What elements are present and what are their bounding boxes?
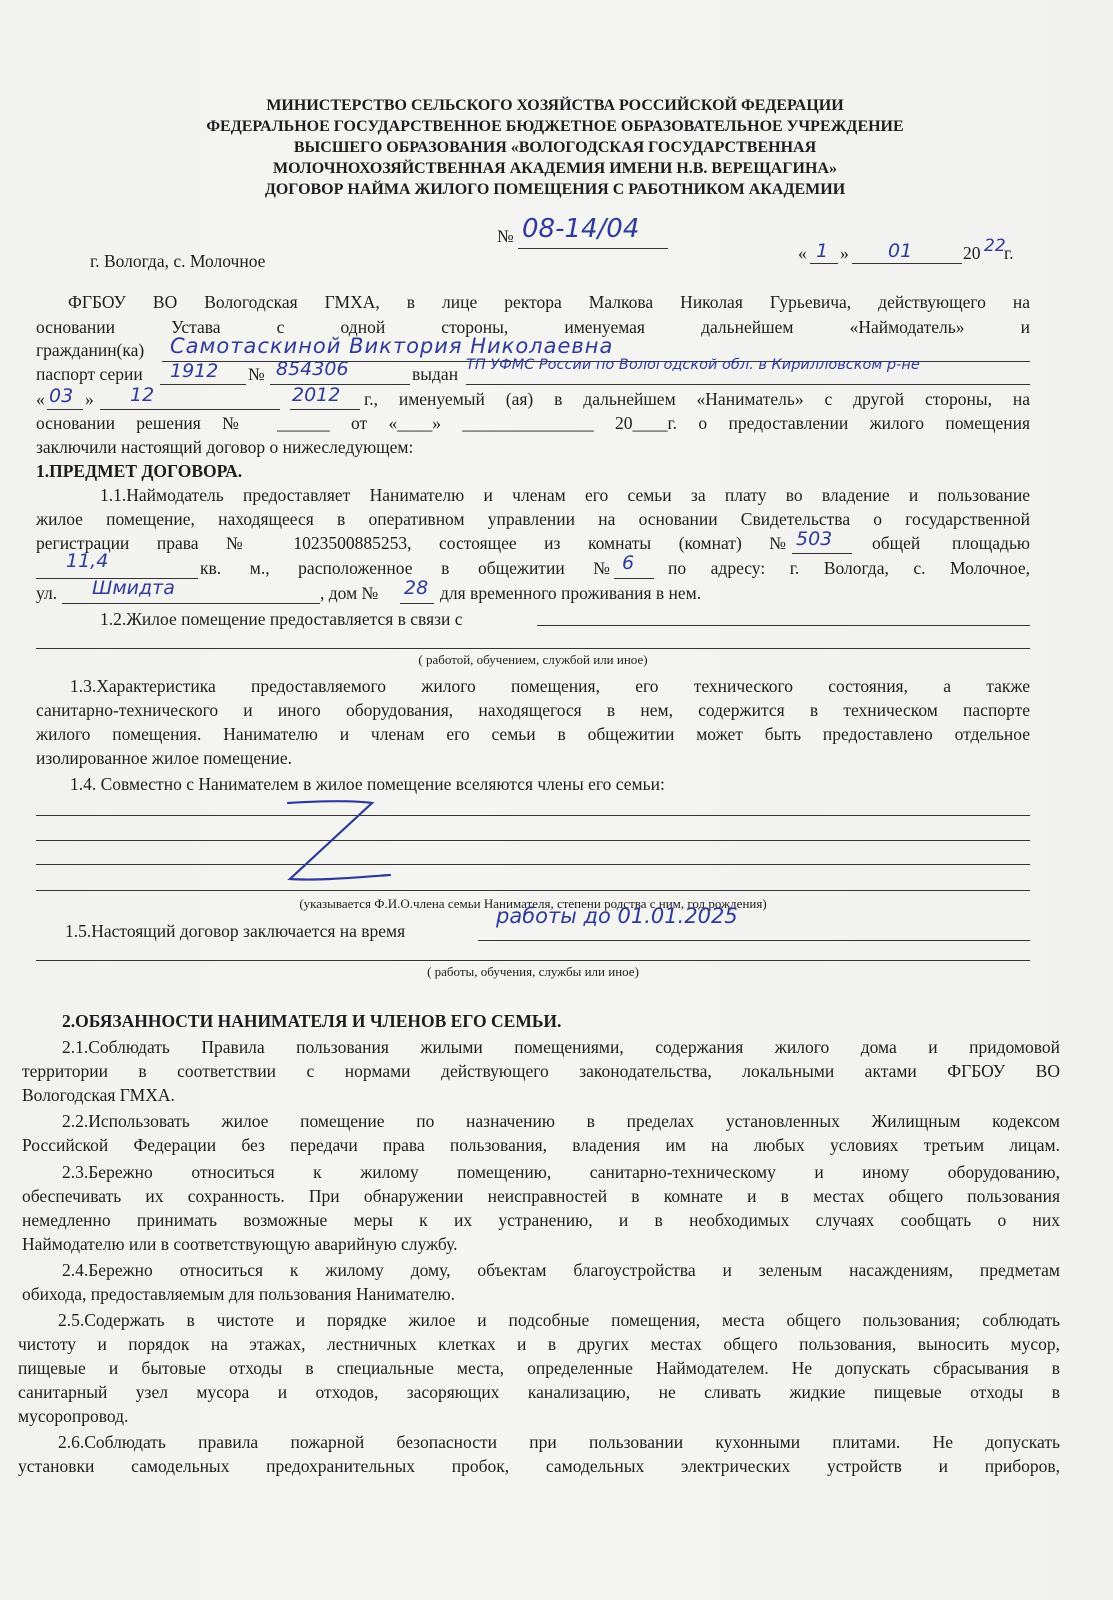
clause-1-3-line-2: санитарно-технического и иного оборудования, находящегося в нем, содержится в техническом паспорте	[36, 700, 1030, 720]
clause-1-1-line-4-post: по адресу: г. Вологда, с. Молочное,	[668, 558, 1030, 578]
issue-date-close-quote: »	[85, 389, 94, 409]
term-field	[478, 904, 1030, 941]
clause-2-6-line-1: 2.6.Соблюдать правила пожарной безопасности при пользовании кухонными плитами. Не допускать	[58, 1432, 1060, 1452]
issue-year-field	[290, 384, 360, 410]
dorm-number-field	[614, 552, 654, 579]
citizen-name-value: Самотаскиной Виктория Николаевна	[170, 334, 614, 358]
section-2-title: 2.ОБЯЗАННОСТИ НАНИМАТЕЛЯ И ЧЛЕНОВ ЕГО СЕМЬИ.	[62, 1011, 562, 1031]
room-number-field	[792, 528, 852, 554]
issued-label: выдан	[412, 364, 459, 384]
intro-line-2: основании Устава с одной стороны, именуемая дальнейшем «Наймодатель» и	[36, 317, 1030, 337]
contract-date-close-quote: »	[840, 243, 849, 263]
clause-2-2-line-2: Российской Федерации без передачи права пользования, владения им на любых условиях третьим лицам.	[22, 1135, 1060, 1155]
dorm-number-value: 6	[622, 552, 635, 574]
clause-1-1-line-3-pre: регистрации права № 1023500885253, состоящее из комнаты (комнат) №	[36, 533, 786, 553]
clause-1-1-line-5-post: для временного проживания в нем.	[440, 583, 702, 603]
clause-1-2: 1.2.Жилое помещение предоставляется в связи с	[100, 609, 463, 629]
clause-1-1-line-4-mid: кв. м., расположенное в общежитии №	[200, 558, 610, 578]
document-header	[120, 95, 990, 200]
passport-number-value: 854306	[276, 358, 349, 380]
clause-1-2-note: ( работой, обучением, службой или иное)	[418, 652, 648, 667]
clause-1-1-line-1: 1.1.Наймодатель предоставляет Нанимателю и членам его семьи за плату во владение и пользование	[100, 485, 1030, 505]
ministry-title: МИНИСТЕРСТВО СЕЛЬСКОГО ХОЗЯЙСТВА РОССИЙСКОЙ ФЕДЕРАЦИИ	[266, 97, 844, 114]
passport-series-field	[160, 362, 246, 385]
clause-2-4-line-1: 2.4.Бережно относиться к жилому дому, объектам благоустройства и зеленым насаждениям, предметам	[62, 1260, 1060, 1280]
clause-2-5-line-4: санитарный узел мусора и отходов, засоряющих канализацию, не сливать жидкие пищевые отходы в	[18, 1382, 1060, 1402]
issue-day-field	[47, 387, 83, 410]
passport-series-label: паспорт серии	[36, 364, 143, 384]
institution-title-1: ФЕДЕРАЛЬНОЕ ГОСУДАРСТВЕННОЕ БЮДЖЕТНОЕ ОБРАЗОВАТЕЛЬНОЕ УЧРЕЖДЕНИЕ	[206, 118, 904, 135]
clause-1-5-line-2	[36, 960, 1030, 961]
intro-line-1: ФГБОУ ВО Вологодская ГМХА, в лице ректора Малкова Николая Гурьевича, действующего на	[68, 292, 1030, 312]
intro-line-5: заключили настоящий договор о нижеследующем:	[36, 437, 414, 457]
issue-month-field	[100, 384, 280, 410]
z-strikeout-mark	[280, 795, 400, 895]
date-year-suffix: 22	[984, 236, 1006, 256]
clause-2-1-line-3: Вологодская ГМХА.	[22, 1085, 175, 1105]
street-value: Шмидта	[92, 577, 175, 599]
clause-1-3-line-4: изолированное жилое помещение.	[36, 748, 292, 768]
area-field	[36, 550, 198, 579]
clause-2-3-line-4: Наймодателю или в соответствующую аварийную службу.	[22, 1234, 458, 1254]
clause-2-3-line-3: немедленно принимать возможные меры к их устранению, и в необходимых случаях сообщать о них	[22, 1210, 1060, 1230]
issued-by-field	[466, 357, 1030, 385]
date-month-field	[852, 240, 962, 264]
family-member-line-1	[36, 815, 1030, 816]
institution-title-3: МОЛОЧНОХОЗЯЙСТВЕННАЯ АКАДЕМИЯ ИМЕНИ Н.В. ВЕРЕЩАГИНА»	[273, 160, 837, 177]
issue-month-value: 12	[130, 384, 155, 406]
date-day-field	[810, 240, 838, 264]
clause-2-4-line-2: обихода, предоставляемым для пользования Нанимателю.	[22, 1284, 455, 1304]
clause-2-5-line-3: пищевые и бытовые отходы в специальные места, определенные Наймодателем. Не допускать сбрасывания в	[18, 1358, 1060, 1378]
date-year-prefix: 20	[963, 243, 981, 263]
clause-1-2-line-2	[36, 648, 1030, 649]
passport-series-value: 1912	[170, 360, 219, 382]
intro-line-3-tail: г., именуемый (ая) в дальнейшем «Наниматель» с другой стороны, на	[364, 389, 1030, 409]
contract-number-field	[518, 214, 668, 249]
contract-title: ДОГОВОР НАЙМА ЖИЛОГО ПОМЕЩЕНИЯ С РАБОТНИКОМ АКАДЕМИИ	[264, 181, 846, 198]
clause-2-3-line-2: обеспечивать их сохранность. При обнаружении неисправностей в комнате и в местах общего пользования	[22, 1186, 1060, 1206]
room-number-value: 503	[796, 528, 833, 550]
date-day-value: 1	[816, 240, 829, 262]
clause-1-3-line-1: 1.3.Характеристика предоставляемого жилого помещения, его технического состояния, а также	[70, 676, 1030, 696]
clause-2-6-line-2: установки самодельных предохранительных пробок, самодельных электрических устройств и приборов,	[18, 1456, 1060, 1476]
contract-number-label: №	[497, 226, 514, 246]
clause-1-4-note: (указывается Ф.И.О.члена семьи Нанимателя, степени родства с ним, год рождения)	[299, 896, 767, 911]
street-label: ул.	[36, 583, 58, 603]
section-1-title: 1.ПРЕДМЕТ ДОГОВОРА.	[36, 461, 243, 481]
date-month-value: 01	[888, 240, 913, 262]
term-value: работы до 01.01.2025	[496, 904, 738, 928]
clause-1-3-line-3: жилого помещения. Нанимателю и членам его семьи в общежитии может быть предоставлено отдельное	[36, 724, 1030, 744]
date-year-end: г.	[1004, 243, 1014, 263]
clause-1-5-note: ( работы, обучения, службы или иное)	[427, 964, 639, 979]
passport-number-field	[270, 358, 410, 385]
clause-2-1-line-2: территории в соответствии с нормами действующего законодательства, локальными актами ФГБОУ ВО	[22, 1061, 1060, 1081]
street-field	[62, 577, 320, 604]
family-member-line-4	[36, 890, 1030, 891]
clause-1-1-line-3-post: общей площадью	[872, 533, 1030, 553]
citizen-label: гражданин(ка)	[36, 340, 145, 360]
contract-number-value: 08-14/04	[522, 214, 640, 244]
house-value: 28	[404, 577, 429, 599]
family-member-line-2	[36, 840, 1030, 841]
house-field	[400, 577, 434, 604]
area-value: 11,4	[66, 550, 109, 572]
issue-year-value: 2012	[292, 384, 341, 406]
clause-2-5-line-5: мусоропровод.	[18, 1406, 129, 1426]
clause-1-5: 1.5.Настоящий договор заключается на время	[65, 921, 406, 941]
clause-2-5-line-2: чистоту и порядок на этажах, лестничных клетках и в других местах общего пользования, выносить мусор,	[18, 1334, 1060, 1354]
issue-date-open-quote: «	[36, 389, 45, 409]
passport-number-label: №	[248, 364, 265, 384]
issued-by-value: ТП УФМС России по Вологодской обл. в Кирилловском р-не	[466, 357, 920, 373]
clause-2-2-line-1: 2.2.Использовать жилое помещение по назначению в пределах установленных Жилищным кодексом	[62, 1111, 1060, 1131]
clause-1-4: 1.4. Совместно с Нанимателем в жилое помещение вселяются члены его семьи:	[70, 774, 665, 794]
clause-1-2-line-1	[537, 625, 1030, 626]
house-label: , дом №	[320, 583, 379, 603]
contract-date-open-quote: «	[798, 243, 807, 263]
issue-day-value: 03	[49, 385, 74, 407]
contract-city: г. Вологда, с. Молочное	[90, 251, 266, 271]
family-member-line-3	[36, 864, 1030, 865]
clause-2-3-line-1: 2.3.Бережно относиться к жилому помещению, санитарно-техническому и иному оборудованию,	[62, 1162, 1060, 1182]
clause-2-1-line-1: 2.1.Соблюдать Правила пользования жилыми помещениями, содержания жилого дома и придомовой	[62, 1037, 1060, 1057]
institution-title-2: ВЫСШЕГО ОБРАЗОВАНИЯ «ВОЛОГОДСКАЯ ГОСУДАРСТВЕННАЯ	[293, 139, 817, 156]
clause-2-5-line-1: 2.5.Содержать в чистоте и порядке жилое и подсобные помещения, места общего пользования; соблюдать	[58, 1310, 1060, 1330]
intro-line-4: основании решения № ______ от «____» _______________ 20____г. о предоставлении жилого помещения	[36, 413, 1030, 433]
clause-1-1-line-2: жилое помещение, находящееся в оперативном управлении на основании Свидетельства о государственной	[36, 509, 1030, 529]
